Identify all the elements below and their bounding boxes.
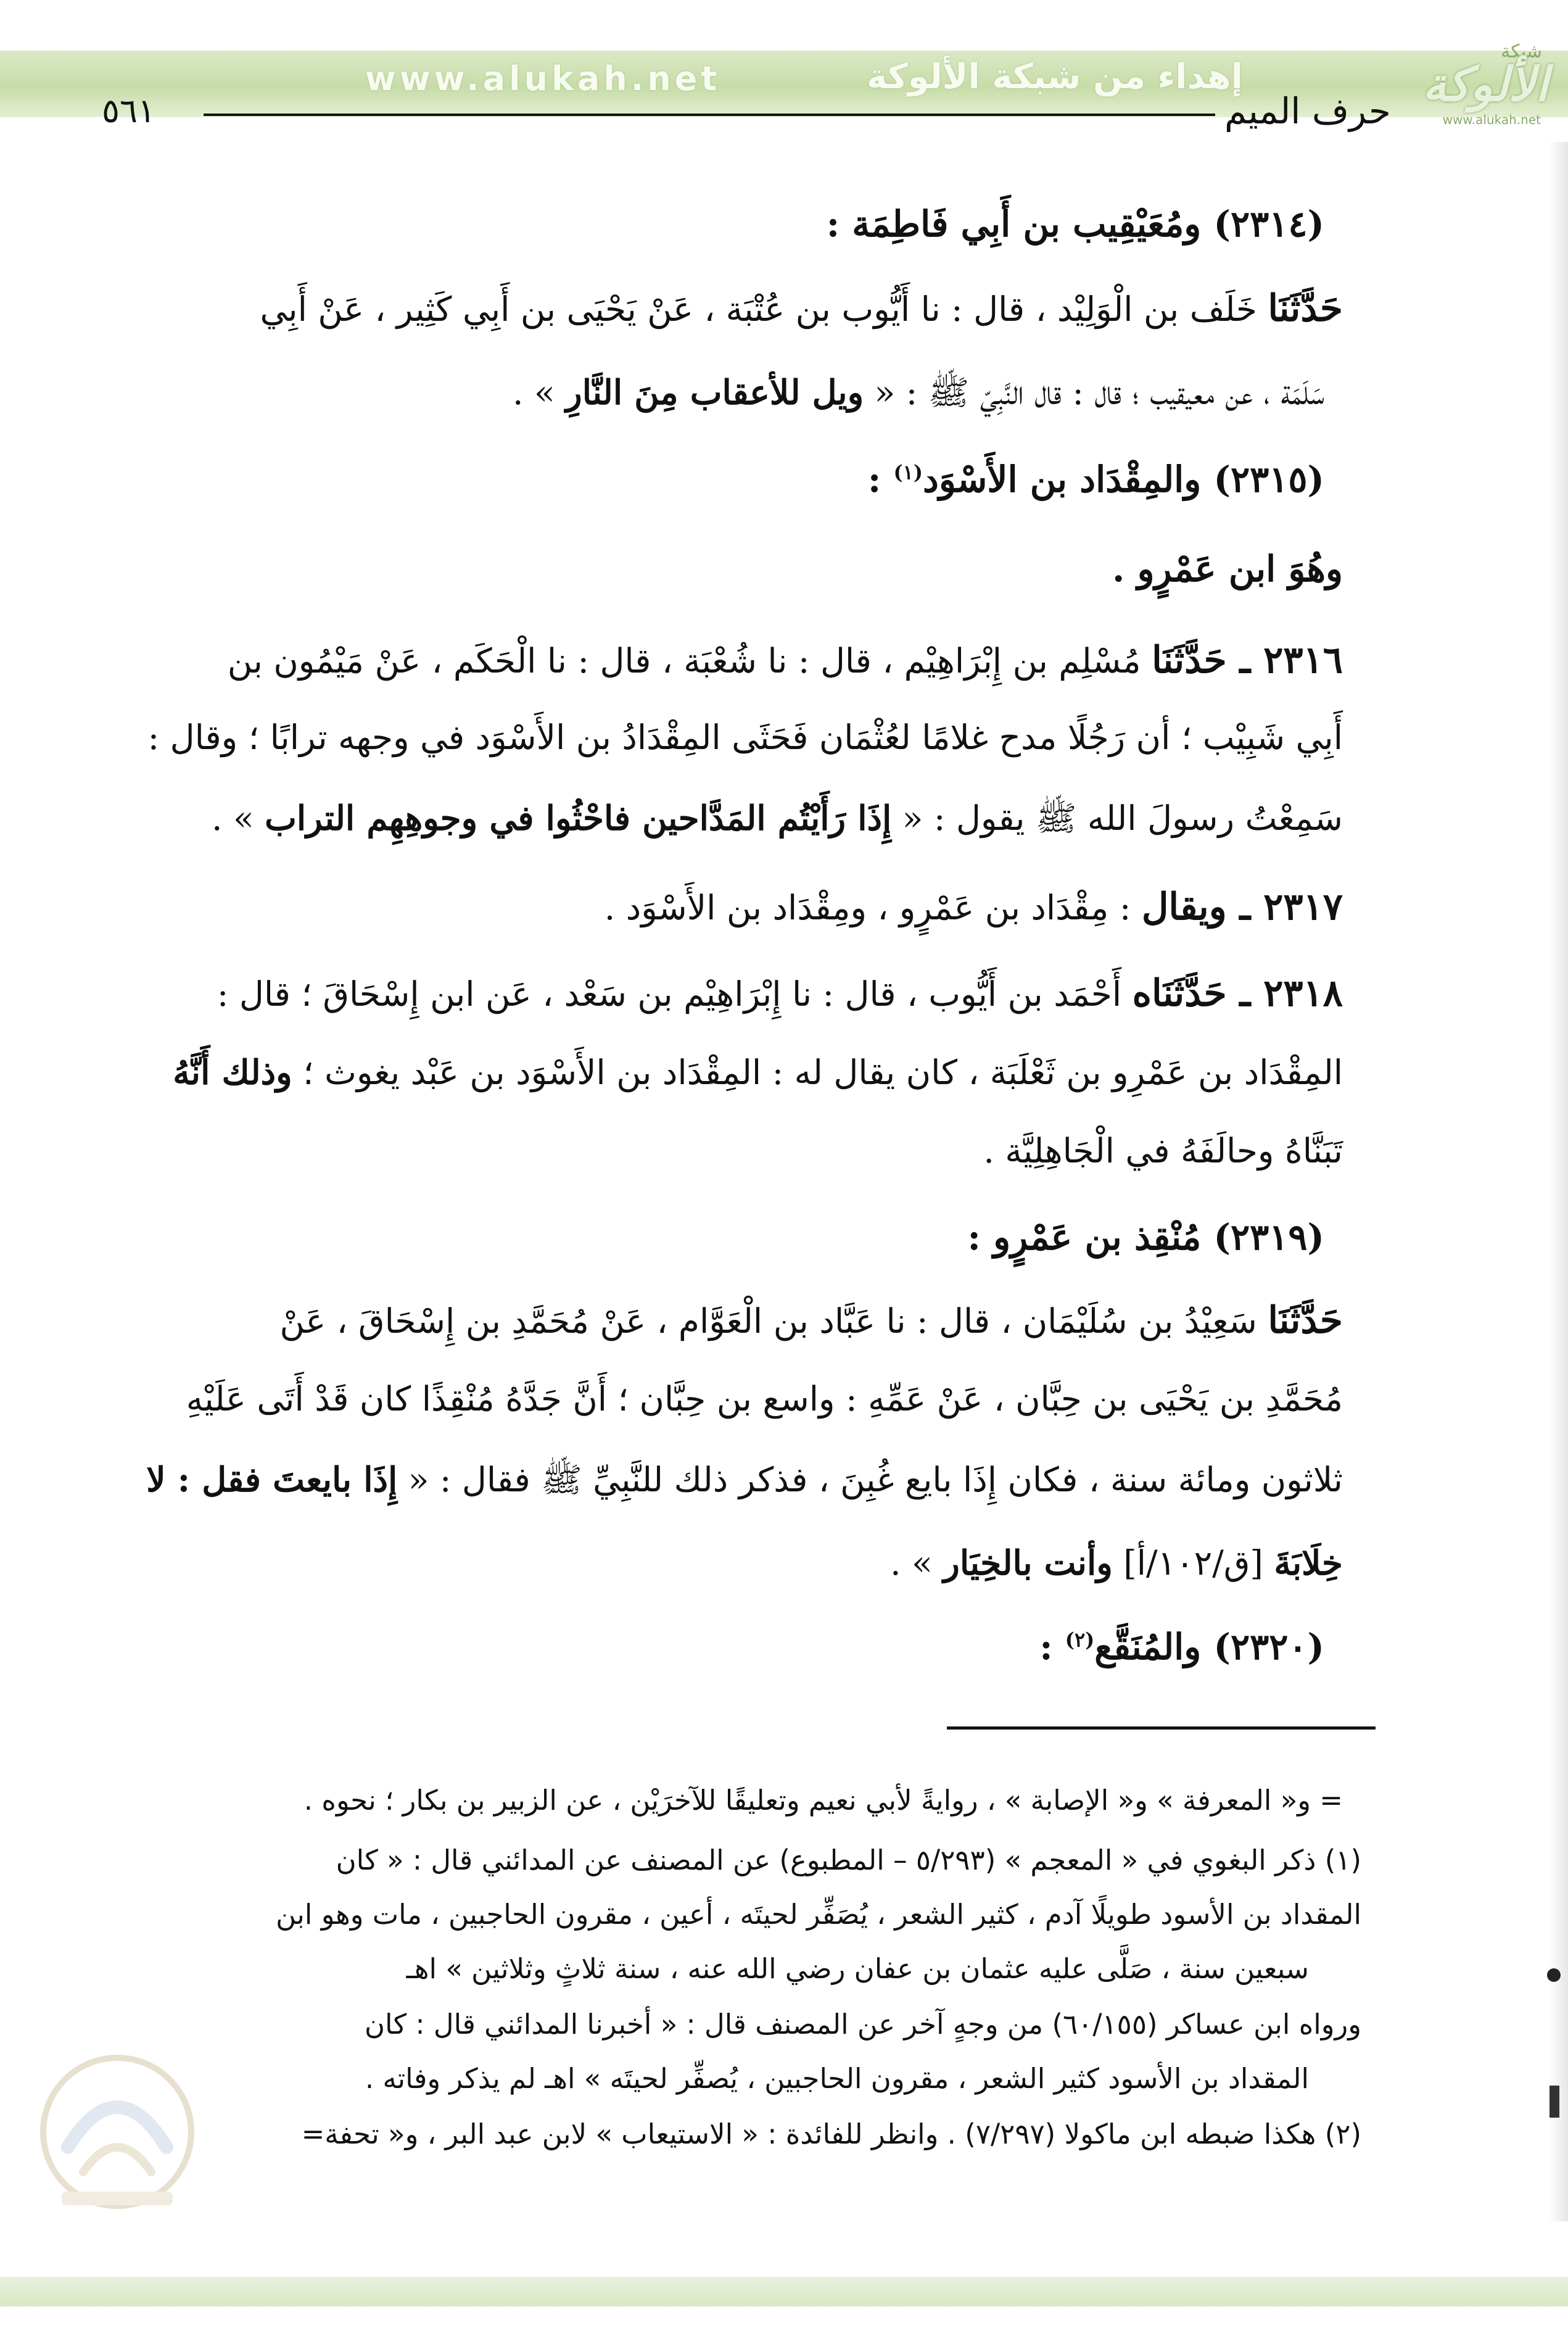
text-line xyxy=(0,639,1343,682)
hadith-text: خِلَابَةَ xyxy=(1274,1543,1343,1583)
footnote-line: المقداد بن الأسود كثير الشعر ، مقرون الحاجبين ، يُصفِّر لحيتَه » اهـ لم يذكر وفاته . xyxy=(365,2062,1309,2095)
footnote-line: ورواه ابن عساكر (٦٠/١٥٥) من وجهٍ آخر عن المصنف قال : « أخبرنا المدائني قال : كان xyxy=(364,2008,1361,2041)
footnote-line: المقداد بن الأسود طويلًا آدم ، كثير الشعر ، يُصَفِّر لحيتَه ، أعين ، مقرون الحاجبين ، مات وهو ابن xyxy=(276,1898,1361,1931)
entry-heading-2320 xyxy=(1039,1626,1324,1668)
text-line xyxy=(0,1299,1343,1342)
footnote-marker: (١) xyxy=(893,460,923,484)
banner-site-url: www.alukah.net xyxy=(365,59,721,98)
text-span: سَعِيْدُ بن سُلَيْمَان ، قال : نا عَبَّاد بن الْعَوَّام ، عَنْ مُحَمَّدِ بن إِسْحَاقَ ، عَنْ xyxy=(279,1301,1268,1341)
scan-artifact xyxy=(1549,2086,1559,2118)
text-line xyxy=(0,287,1343,330)
text-span: (٢٣١٩) مُنْقِذ بن عَمْرٍو : xyxy=(967,1216,1324,1258)
text-line xyxy=(1112,548,1343,590)
text-line xyxy=(0,718,1343,757)
text-span: : xyxy=(1039,1626,1065,1668)
hadith-text: ويل للأعقاب مِنَ النَّارِ xyxy=(566,372,864,412)
entry-heading-2319 xyxy=(967,1216,1324,1258)
hadith-opener: حَدَّثَنَا xyxy=(1268,287,1343,330)
hadith-number: ٢٣١٦ ـ حَدَّثَنَا xyxy=(1152,639,1343,682)
text-line xyxy=(0,1379,1343,1419)
text-line xyxy=(0,972,1343,1015)
footnote-line: (٢) هكذا ضبطه ابن ماكولا (٧/٢٩٧) . وانظر للفائدة : « الاستيعاب » لابن عبد البر ، و« تحفة= xyxy=(301,2118,1361,2150)
text-line xyxy=(212,798,1343,838)
footnote-line: (١) ذكر البغوي في « المعجم » (٥/٢٩٣ – المطبوع) عن المصنف عن المدائني قال : « كان xyxy=(336,1844,1361,1876)
alukah-logo xyxy=(1363,41,1554,127)
entry-heading-2315 xyxy=(867,458,1324,500)
hadith-number: ٢٣١٨ ـ حَدَّثَنَاه xyxy=(1132,972,1343,1015)
header-rule xyxy=(204,114,1215,116)
text-span: : مِقْدَاد بن عَمْرٍو ، ومِقْدَاد بن الأَسْوَد . xyxy=(604,888,1142,927)
text-span: المِقْدَاد بن عَمْرِو بن ثَعْلَبَة ، كان يقال له : المِقْدَاد بن الأَسْوَد بن عَبْد يغوث ؛ xyxy=(292,1053,1343,1092)
logo-url-text: www.alukah.net xyxy=(1442,112,1541,127)
text-line xyxy=(0,1052,1343,1092)
text-span: ثلاثون ومائة سنة ، فكان إِذَا بايع غُبِنَ ، فذكر ذلك للنَّبِيِّ ﷺ فقال : « xyxy=(397,1460,1343,1499)
text-line xyxy=(604,885,1343,929)
hadith-text: إِذَا رَأَيْتُم المَدَّاحين فاحْثُوا في وجوهِهِم التراب xyxy=(265,798,892,838)
hadith-text: وأنت بالخِيَار xyxy=(943,1543,1113,1583)
text-line xyxy=(890,1543,1343,1583)
text-span: خَلَف بن الْوَلِيْد ، قال : نا أَيُّوب بن عُتْبَة ، عَنْ يَحْيَى بن أَبِي كَثِير ، عَنْ أَبِي xyxy=(260,289,1268,329)
watermark-stamp xyxy=(25,2030,210,2221)
text-span: أَبِي شَبِيْب ؛ أن رَجُلًا مدح غلامًا لعُثْمَان فَحَثَى المِقْدَادُ بن الأَسْوَد في وجهه ترابًا ؛ وقال : xyxy=(147,718,1343,757)
text-span: » . xyxy=(513,373,566,412)
footnote-line: = و« المعرفة » و« الإصابة » ، روايةً لأبي نعيم وتعليقًا للآخرَيْن ، عن الزبير بن بكار ؛ نحوه . xyxy=(303,1784,1343,1817)
hadith-number: ٢٣١٧ ـ ويقال xyxy=(1141,885,1343,929)
footnote-line: سبعين سنة ، صَلَّى عليه عثمان بن عفان رضي الله عنه ، سنة ثلاثٍ وثلاثين » اهـ xyxy=(406,1952,1309,1985)
bottom-band xyxy=(0,2277,1568,2306)
running-title: حرف الميم xyxy=(1224,90,1391,132)
text-span: (٢٣١٥) والمِقْدَاد بن الأَسْوَد xyxy=(922,458,1324,500)
text-line xyxy=(513,372,1324,412)
text-span: : xyxy=(867,458,894,500)
manuscript-ref: [ق/١٠٢/أ] xyxy=(1112,1543,1274,1583)
text-line xyxy=(983,1131,1343,1171)
text-span: وهُوَ ابن عَمْرٍو . xyxy=(1112,548,1343,590)
page-number: ٥٦١ xyxy=(102,91,156,130)
entry-heading-2314 xyxy=(826,203,1324,245)
text-span: مُسْلِم بن إِبْرَاهِيْم ، قال : نا شُعْبَة ، قال : نا الْحَكَم ، عَنْ مَيْمُون بن xyxy=(227,641,1152,681)
text-span: » . xyxy=(890,1543,944,1583)
footnote-rule xyxy=(947,1726,1376,1730)
text-span: تَبَنَّاهُ وحالَفَهُ في الْجَاهِلِيَّة . xyxy=(983,1131,1343,1171)
text-span: سَلَمَة ، عن معيقيب ؛ قال : قال النَّبِيّ ﷺ : « xyxy=(864,373,1324,412)
text-span: (٢٣١٤) ومُعَيْقِيب بن أَبِي فَاطِمَة : xyxy=(826,203,1324,245)
scan-artifact xyxy=(1547,1968,1561,1982)
logo-small-text: شبكة xyxy=(1501,41,1542,62)
logo-main-text: الألوكة xyxy=(1422,57,1548,112)
text-span: أَحْمَد بن أَيُّوب ، قال : نا إِبْرَاهِيْم بن سَعْد ، عَن ابن إِسْحَاقَ ؛ قال : xyxy=(217,974,1133,1014)
page-edge-shadow xyxy=(1548,142,1568,2221)
text-span: مُحَمَّدِ بن يَحْيَى بن حِبَّان ، عَنْ عَمِّهِ : واسع بن حِبَّان ؛ أَنَّ جَدَّهُ مُنْقِذًا كان قَدْ أَتَى عَلَيْهِ xyxy=(186,1379,1343,1419)
hadith-opener: حَدَّثَنَا xyxy=(1268,1299,1343,1342)
text-line xyxy=(0,1459,1343,1499)
hadith-text: إِذَا بايعتَ فقل : لا xyxy=(146,1459,398,1499)
text-span: وذلك أَنَّهُ xyxy=(173,1052,292,1092)
banner-tagline: إهداء من شبكة الألوكة xyxy=(867,57,1243,97)
footnote-marker: (٢) xyxy=(1065,1628,1095,1652)
text-span: » . xyxy=(212,798,265,838)
text-span: (٢٣٢٠) والمُنَقَّع xyxy=(1094,1626,1324,1668)
text-span: سَمِعْتُ رسولَ الله ﷺ يقول : « xyxy=(891,798,1343,838)
